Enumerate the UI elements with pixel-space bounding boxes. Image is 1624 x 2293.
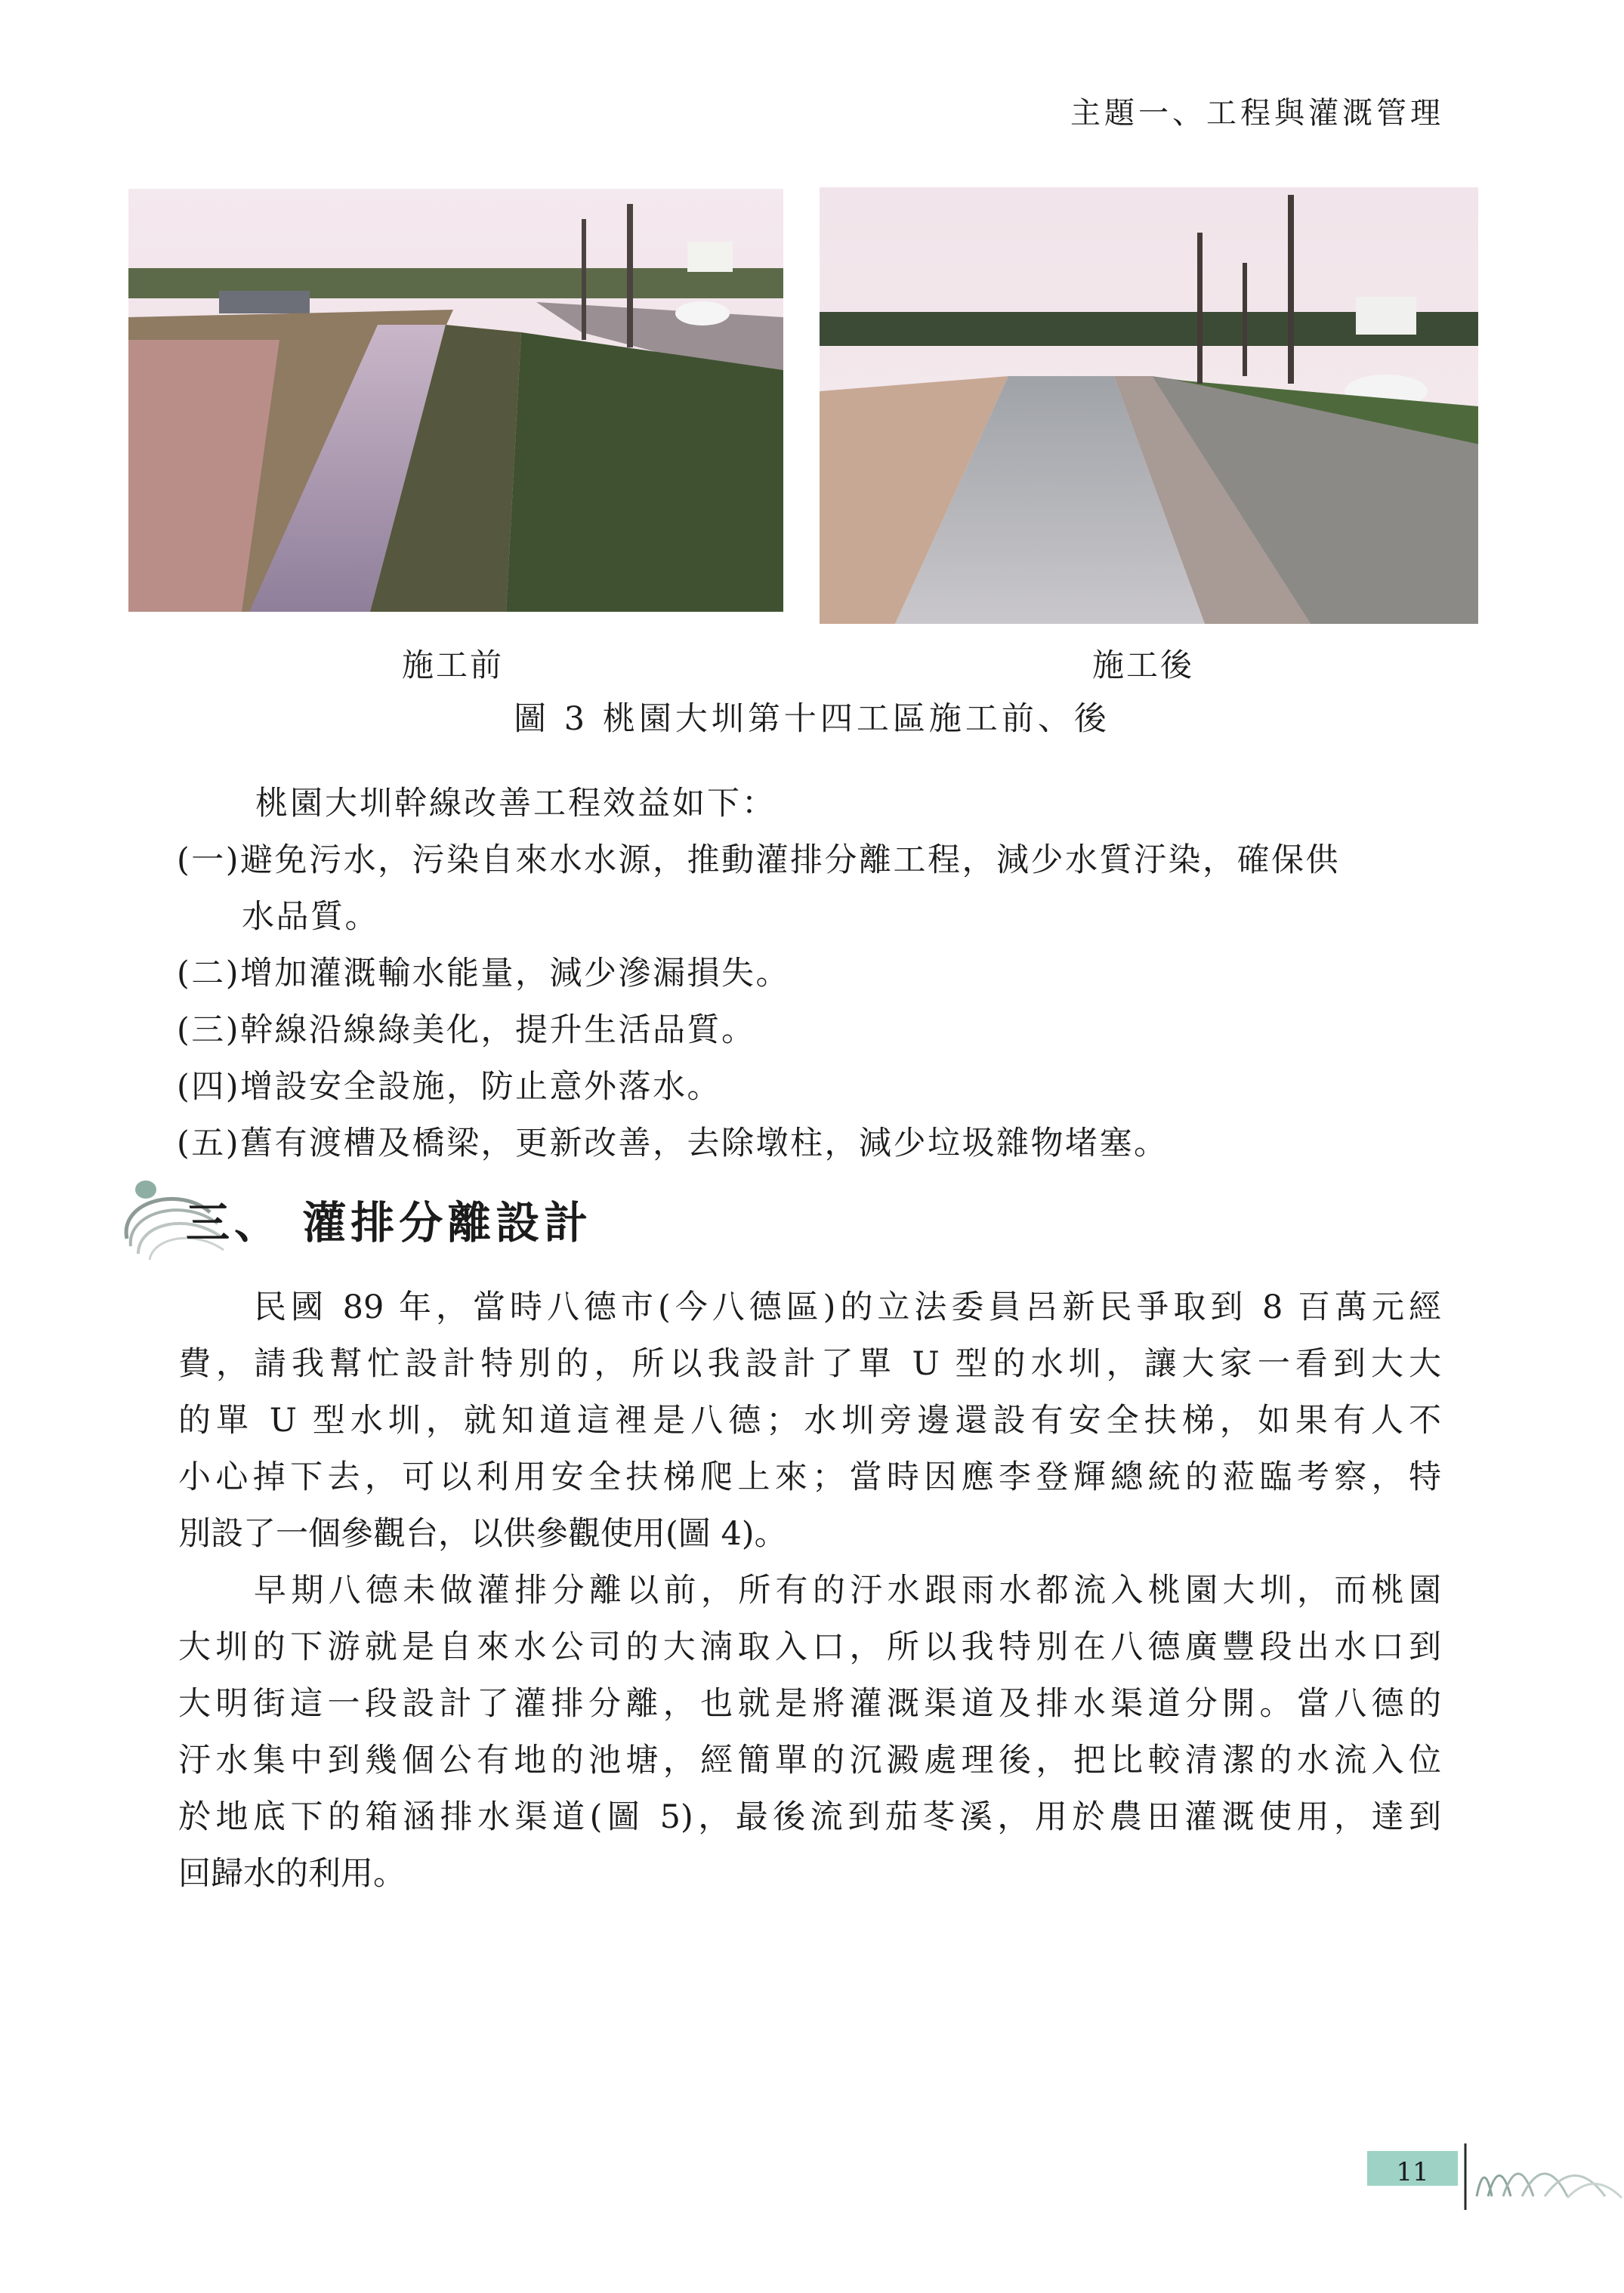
paragraph-line: 早期八德未做灌排分離以前，所有的汙水跟雨水都流入桃園大圳，而桃園 xyxy=(254,1572,1441,1609)
paragraph-line: 小心掉下去，可以利用安全扶梯爬上來；當時因應李登輝總統的蒞臨考察，特 xyxy=(178,1458,1441,1496)
section-title: 三、 灌排分離設計 xyxy=(186,1197,593,1248)
paragraph-line: 的單 U 型水圳，就知道這裡是八德；水圳旁邊還設有安全扶梯，如果有人不 xyxy=(178,1402,1441,1440)
paragraph-line: 費，請我幫忙設計特別的，所以我設計了單 U 型的水圳，讓大家一看到大大 xyxy=(178,1345,1441,1383)
section-heading xyxy=(112,1171,641,1269)
footer-wave-icon xyxy=(1462,2143,1624,2211)
page-footer xyxy=(1367,2143,1624,2219)
benefit-item: (一)避免污水，污染自來水水源，推動灌排分離工程，減少水質汙染，確保供 xyxy=(177,841,1341,879)
page-number-box xyxy=(1367,2151,1458,2186)
figure-caption: 圖 3 桃園大圳第十四工區施工前、後 xyxy=(514,700,1110,738)
benefit-item: (五)舊有渡槽及橋梁，更新改善，去除墩柱，減少垃圾雜物堵塞。 xyxy=(177,1125,1169,1162)
caption-before: 施工前 xyxy=(402,647,505,684)
paragraph-line: 於地底下的箱涵排水渠道(圖 5)，最後流到茄苳溪，用於農田灌溉使用，達到 xyxy=(178,1798,1441,1836)
paragraph-design xyxy=(178,1279,1441,1563)
paragraph-line: 別設了一個參觀台，以供參觀使用(圖 4)。 xyxy=(178,1515,787,1553)
paragraph-separation xyxy=(178,1563,1441,1903)
benefit-item-continuation: 水品質。 xyxy=(242,898,379,936)
caption-after: 施工後 xyxy=(1092,647,1195,684)
benefit-item: (四)增設安全設施，防止意外落水。 xyxy=(177,1068,722,1106)
benefit-item: (三)幹線沿線綠美化，提升生活品質。 xyxy=(177,1011,756,1049)
paragraph-line: 回歸水的利用。 xyxy=(178,1855,406,1893)
paragraph-line: 汙水集中到幾個公有地的池塘，經簡單的沉澱處理後，把比較清潔的水流入位 xyxy=(178,1742,1441,1779)
paragraph-line: 大圳的下游就是自來水公司的大湳取入口，所以我特別在八德廣豐段出水口到 xyxy=(178,1628,1441,1666)
benefits-intro: 桃園大圳幹線改善工程效益如下： xyxy=(255,785,776,822)
paragraph-line: 民國 89 年，當時八德市(今八德區)的立法委員呂新民爭取到 8 百萬元經 xyxy=(254,1288,1441,1326)
canal-before-photo xyxy=(128,189,783,612)
page-header: 主題一、工程與灌溉管理 xyxy=(1070,96,1444,131)
canal-after-photo xyxy=(820,187,1478,624)
page-number: 11 xyxy=(1396,2157,1429,2187)
benefit-item: (二)增加灌溉輸水能量，減少滲漏損失。 xyxy=(177,955,791,992)
paragraph-line: 大明街這一段設計了灌排分離，也就是將灌溉渠道及排水渠道分開。當八德的 xyxy=(178,1685,1441,1723)
